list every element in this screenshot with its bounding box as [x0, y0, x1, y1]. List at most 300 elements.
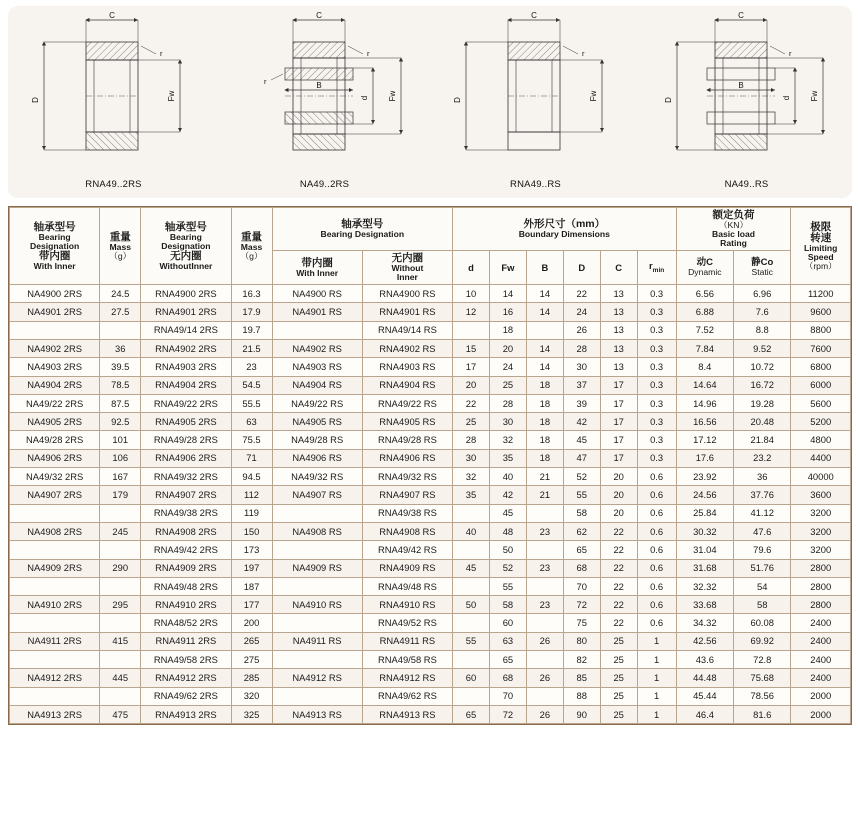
- cell-dynamic: 7.84: [676, 340, 733, 358]
- cell-designation-without-inner: RNA4900 2RS: [141, 285, 231, 303]
- cell-designation-without-inner: RNA49/58 2RS: [141, 651, 231, 669]
- cell-b: 18: [526, 449, 563, 467]
- table-row: [10, 596, 851, 614]
- cell-rs-with-inner: NA4913 RS: [272, 705, 362, 723]
- cell-mass-with-inner: 101: [100, 431, 141, 449]
- cell-rs-with-inner: NA4904 RS: [272, 376, 362, 394]
- diagram-rna49-2rs: [8, 6, 219, 198]
- cell-dynamic: 7.52: [676, 321, 733, 339]
- cell-designation-with-inner: [10, 651, 100, 669]
- cell-rs-with-inner: [272, 504, 362, 522]
- cell-static: 19.28: [734, 394, 791, 412]
- cell-rs-without-inner: RNA4913 RS: [362, 705, 452, 723]
- table-row: [10, 577, 851, 595]
- cell-designation-with-inner: [10, 614, 100, 632]
- cell-mass-with-inner: 87.5: [100, 394, 141, 412]
- table-row: [10, 431, 851, 449]
- cell-fw: 18: [489, 321, 526, 339]
- cell-b: 21: [526, 486, 563, 504]
- cell-c: 13: [600, 285, 637, 303]
- cell-mass-without-inner: 197: [231, 559, 272, 577]
- cell-dynamic: 6.56: [676, 285, 733, 303]
- cell-mass-without-inner: 16.3: [231, 285, 272, 303]
- cell-dynamic: 34.32: [676, 614, 733, 632]
- cell-d: 25: [453, 413, 490, 431]
- header-dim-rmin: $r_{min}$: [637, 251, 676, 285]
- cell-rs-without-inner: RNA4901 RS: [362, 303, 452, 321]
- cell-fw: 72: [489, 705, 526, 723]
- cell-d: [453, 687, 490, 705]
- cell-designation-with-inner: [10, 577, 100, 595]
- cell-rs-without-inner: RNA4908 RS: [362, 522, 452, 540]
- cell-d: 32: [453, 468, 490, 486]
- cell-rs-without-inner: RNA49/52 RS: [362, 614, 452, 632]
- table-row: [10, 468, 851, 486]
- cell-dynamic: 44.48: [676, 669, 733, 687]
- cell-rmin: 0.3: [637, 449, 676, 467]
- cell-D: 55: [563, 486, 600, 504]
- cell-rmin: 0.6: [637, 468, 676, 486]
- table-row: [10, 486, 851, 504]
- cell-speed: 4400: [791, 449, 851, 467]
- cell-D: 80: [563, 632, 600, 650]
- cell-designation-with-inner: NA4908 2RS: [10, 522, 100, 540]
- diagram-na49-2rs: [219, 6, 430, 198]
- cell-rs-with-inner: NA4910 RS: [272, 596, 362, 614]
- svg-text:r: r: [789, 49, 792, 58]
- cell-d: 22: [453, 394, 490, 412]
- cell-rs-with-inner: [272, 577, 362, 595]
- cell-D: 75: [563, 614, 600, 632]
- cell-rs-with-inner: NA4909 RS: [272, 559, 362, 577]
- cell-dynamic: 33.68: [676, 596, 733, 614]
- cell-designation-without-inner: RNA4908 2RS: [141, 522, 231, 540]
- cell-dynamic: 17.6: [676, 449, 733, 467]
- cell-rs-with-inner: [272, 541, 362, 559]
- cell-mass-without-inner: 200: [231, 614, 272, 632]
- cell-d: 28: [453, 431, 490, 449]
- header-dim-d: d: [453, 251, 490, 285]
- cell-designation-with-inner: [10, 687, 100, 705]
- table-row: [10, 705, 851, 723]
- svg-text:C: C: [738, 12, 744, 20]
- cell-speed: 5200: [791, 413, 851, 431]
- cell-b: [526, 614, 563, 632]
- cell-dynamic: 42.56: [676, 632, 733, 650]
- cell-speed: 2800: [791, 559, 851, 577]
- svg-text:d: d: [782, 95, 791, 101]
- header-basic-load-rating: 额定负荷 （KN） Basic load Rating: [676, 208, 791, 251]
- cell-designation-with-inner: NA4900 2RS: [10, 285, 100, 303]
- cell-static: 79.6: [734, 541, 791, 559]
- cell-designation-without-inner: RNA4903 2RS: [141, 358, 231, 376]
- cell-designation-without-inner: RNA4909 2RS: [141, 559, 231, 577]
- cell-speed: 5600: [791, 394, 851, 412]
- bearing-drawing-3: [430, 12, 645, 174]
- cell-b: 18: [526, 431, 563, 449]
- cell-fw: 58: [489, 596, 526, 614]
- cell-static: 8.8: [734, 321, 791, 339]
- cell-b: 23: [526, 522, 563, 540]
- cell-rs-with-inner: NA49/28 RS: [272, 431, 362, 449]
- cell-fw: 65: [489, 651, 526, 669]
- cell-designation-without-inner: RNA4911 2RS: [141, 632, 231, 650]
- cell-rs-without-inner: RNA49/32 RS: [362, 468, 452, 486]
- cell-fw: 52: [489, 559, 526, 577]
- specification-table: [9, 207, 851, 724]
- cell-rs-without-inner: RNA4912 RS: [362, 669, 452, 687]
- header-designation-with-inner: 轴承型号 Bearing Designation 带内圈 With Inner: [10, 208, 100, 285]
- cell-static: 47.6: [734, 522, 791, 540]
- cell-rmin: 1: [637, 705, 676, 723]
- cell-c: 22: [600, 596, 637, 614]
- cell-mass-with-inner: 295: [100, 596, 141, 614]
- cell-static: 23.2: [734, 449, 791, 467]
- cell-speed: 3200: [791, 541, 851, 559]
- cell-D: 30: [563, 358, 600, 376]
- diagram-rna49-rs: [430, 6, 641, 198]
- cell-rmin: 0.3: [637, 321, 676, 339]
- cell-designation-with-inner: NA4911 2RS: [10, 632, 100, 650]
- cell-mass-with-inner: [100, 614, 141, 632]
- table-row: [10, 522, 851, 540]
- cell-static: 69.92: [734, 632, 791, 650]
- cell-rs-with-inner: NA4902 RS: [272, 340, 362, 358]
- cell-designation-without-inner: RNA4913 2RS: [141, 705, 231, 723]
- cell-mass-with-inner: [100, 577, 141, 595]
- cell-rs-without-inner: RNA49/58 RS: [362, 651, 452, 669]
- cell-fw: 55: [489, 577, 526, 595]
- cell-b: [526, 321, 563, 339]
- cell-b: 18: [526, 376, 563, 394]
- cell-rs-with-inner: NA4911 RS: [272, 632, 362, 650]
- cell-mass-without-inner: 63: [231, 413, 272, 431]
- cell-c: 17: [600, 449, 637, 467]
- cell-rs-with-inner: [272, 651, 362, 669]
- cell-dynamic: 30.32: [676, 522, 733, 540]
- cell-static: 60.08: [734, 614, 791, 632]
- cell-designation-without-inner: RNA4905 2RS: [141, 413, 231, 431]
- cell-c: 22: [600, 577, 637, 595]
- cell-b: [526, 504, 563, 522]
- cell-speed: 6000: [791, 376, 851, 394]
- cell-mass-with-inner: 27.5: [100, 303, 141, 321]
- cell-fw: 14: [489, 285, 526, 303]
- cell-c: 13: [600, 303, 637, 321]
- cell-rs-without-inner: RNA49/42 RS: [362, 541, 452, 559]
- cell-d: 30: [453, 449, 490, 467]
- cell-rs-without-inner: RNA4909 RS: [362, 559, 452, 577]
- cell-c: 13: [600, 321, 637, 339]
- table-row: [10, 413, 851, 431]
- cell-D: 37: [563, 376, 600, 394]
- cell-fw: 28: [489, 394, 526, 412]
- cell-mass-with-inner: 92.5: [100, 413, 141, 431]
- cell-mass-with-inner: 475: [100, 705, 141, 723]
- cell-dynamic: 43.6: [676, 651, 733, 669]
- cell-static: 16.72: [734, 376, 791, 394]
- cell-speed: 2400: [791, 614, 851, 632]
- specification-table-wrapper: [8, 206, 852, 725]
- cell-rmin: 0.3: [637, 431, 676, 449]
- cell-rs-without-inner: RNA4900 RS: [362, 285, 452, 303]
- table-row: [10, 285, 851, 303]
- cell-rs-with-inner: NA4901 RS: [272, 303, 362, 321]
- cell-rs-without-inner: RNA4902 RS: [362, 340, 452, 358]
- bearing-drawing-1: [8, 12, 223, 174]
- cell-D: 47: [563, 449, 600, 467]
- cell-mass-with-inner: [100, 321, 141, 339]
- cell-D: 45: [563, 431, 600, 449]
- cell-rmin: 0.3: [637, 285, 676, 303]
- cell-b: 14: [526, 340, 563, 358]
- cell-designation-without-inner: RNA49/42 2RS: [141, 541, 231, 559]
- cell-dynamic: 23.92: [676, 468, 733, 486]
- cell-speed: 7600: [791, 340, 851, 358]
- cell-rmin: 0.3: [637, 394, 676, 412]
- cell-d: [453, 614, 490, 632]
- cell-mass-with-inner: [100, 687, 141, 705]
- table-row: [10, 376, 851, 394]
- cell-b: 18: [526, 413, 563, 431]
- cell-fw: 42: [489, 486, 526, 504]
- cell-designation-with-inner: NA4905 2RS: [10, 413, 100, 431]
- svg-text:r: r: [582, 49, 585, 58]
- cell-rs-without-inner: RNA4911 RS: [362, 632, 452, 650]
- cell-designation-with-inner: [10, 321, 100, 339]
- header-rs-without-inner: 无内圈 Without Inner: [362, 251, 452, 285]
- cell-designation-without-inner: RNA49/14 2RS: [141, 321, 231, 339]
- cell-speed: 4800: [791, 431, 851, 449]
- cell-designation-with-inner: NA49/22 2RS: [10, 394, 100, 412]
- svg-text:B: B: [738, 81, 744, 90]
- svg-text:Fw: Fw: [388, 90, 397, 102]
- cell-static: 54: [734, 577, 791, 595]
- cell-mass-with-inner: 245: [100, 522, 141, 540]
- cell-c: 22: [600, 559, 637, 577]
- cell-mass-without-inner: 119: [231, 504, 272, 522]
- cell-d: 65: [453, 705, 490, 723]
- cell-D: 22: [563, 285, 600, 303]
- cell-rs-with-inner: NA4908 RS: [272, 522, 362, 540]
- cell-speed: 2000: [791, 705, 851, 723]
- cell-static: 81.6: [734, 705, 791, 723]
- cell-mass-without-inner: 19.7: [231, 321, 272, 339]
- cell-rs-with-inner: NA4900 RS: [272, 285, 362, 303]
- cell-rs-without-inner: RNA49/22 RS: [362, 394, 452, 412]
- cell-mass-without-inner: 71: [231, 449, 272, 467]
- cell-designation-with-inner: NA4906 2RS: [10, 449, 100, 467]
- cell-designation-with-inner: NA4912 2RS: [10, 669, 100, 687]
- cell-c: 17: [600, 376, 637, 394]
- cell-d: [453, 504, 490, 522]
- bearing-drawing-2: [219, 12, 434, 174]
- cell-d: [453, 577, 490, 595]
- header-limiting-speed: 极限 转速 Limiting Speed （rpm）: [791, 208, 851, 285]
- cell-static: 51.76: [734, 559, 791, 577]
- cell-mass-without-inner: 55.5: [231, 394, 272, 412]
- cell-dynamic: 32.32: [676, 577, 733, 595]
- cell-designation-with-inner: NA49/32 2RS: [10, 468, 100, 486]
- cell-rmin: 0.3: [637, 358, 676, 376]
- cell-rs-without-inner: RNA49/38 RS: [362, 504, 452, 522]
- svg-text:C: C: [316, 12, 322, 20]
- cell-designation-without-inner: RNA4912 2RS: [141, 669, 231, 687]
- cell-mass-without-inner: 325: [231, 705, 272, 723]
- cell-rmin: 0.3: [637, 303, 676, 321]
- header-boundary-dimensions: 外形尺寸（mm） Boundary Dimensions: [453, 208, 677, 251]
- cell-c: 20: [600, 468, 637, 486]
- cell-dynamic: 46.4: [676, 705, 733, 723]
- cell-c: 25: [600, 687, 637, 705]
- cell-d: 12: [453, 303, 490, 321]
- cell-designation-with-inner: NA4903 2RS: [10, 358, 100, 376]
- cell-c: 25: [600, 705, 637, 723]
- cell-d: 50: [453, 596, 490, 614]
- table-row: [10, 669, 851, 687]
- cell-designation-with-inner: NA4910 2RS: [10, 596, 100, 614]
- cell-static: 78.56: [734, 687, 791, 705]
- header-mass-without-inner: 重量 Mass （g）: [231, 208, 272, 285]
- svg-text:Fw: Fw: [167, 90, 176, 102]
- cell-static: 10.72: [734, 358, 791, 376]
- cell-rmin: 0.6: [637, 614, 676, 632]
- cell-b: 21: [526, 468, 563, 486]
- cell-mass-with-inner: 78.5: [100, 376, 141, 394]
- cell-speed: 2800: [791, 596, 851, 614]
- cell-rs-without-inner: RNA49/48 RS: [362, 577, 452, 595]
- svg-text:r: r: [160, 49, 163, 58]
- table-row: [10, 687, 851, 705]
- cell-b: 23: [526, 596, 563, 614]
- header-dim-fw: Fw: [489, 251, 526, 285]
- cell-rmin: 1: [637, 669, 676, 687]
- cell-rs-with-inner: NA4912 RS: [272, 669, 362, 687]
- diagram-caption-3: RNA49..RS: [510, 179, 561, 190]
- cell-speed: 8800: [791, 321, 851, 339]
- cell-static: 21.84: [734, 431, 791, 449]
- cell-fw: 60: [489, 614, 526, 632]
- cell-static: 7.6: [734, 303, 791, 321]
- cell-b: [526, 577, 563, 595]
- cell-b: 18: [526, 394, 563, 412]
- header-dim-c: C: [600, 251, 637, 285]
- cell-rs-with-inner: NA4907 RS: [272, 486, 362, 504]
- svg-text:C: C: [109, 12, 115, 20]
- cell-designation-with-inner: NA49/28 2RS: [10, 431, 100, 449]
- table-row: [10, 340, 851, 358]
- cell-D: 70: [563, 577, 600, 595]
- cell-D: 28: [563, 340, 600, 358]
- cell-rs-without-inner: RNA4904 RS: [362, 376, 452, 394]
- cell-D: 65: [563, 541, 600, 559]
- cell-fw: 68: [489, 669, 526, 687]
- cell-d: 45: [453, 559, 490, 577]
- cell-fw: 24: [489, 358, 526, 376]
- cell-fw: 70: [489, 687, 526, 705]
- cell-mass-with-inner: 179: [100, 486, 141, 504]
- cell-D: 26: [563, 321, 600, 339]
- header-dynamic-load: 动C Dynamic: [676, 251, 733, 285]
- cell-b: 23: [526, 559, 563, 577]
- cell-fw: 48: [489, 522, 526, 540]
- cell-rmin: 0.6: [637, 522, 676, 540]
- cell-designation-with-inner: NA4901 2RS: [10, 303, 100, 321]
- cell-d: 40: [453, 522, 490, 540]
- cell-dynamic: 16.56: [676, 413, 733, 431]
- cell-speed: 2400: [791, 651, 851, 669]
- cell-mass-without-inner: 275: [231, 651, 272, 669]
- cell-designation-with-inner: [10, 504, 100, 522]
- cell-static: 75.68: [734, 669, 791, 687]
- table-row: [10, 614, 851, 632]
- cell-rs-with-inner: NA4906 RS: [272, 449, 362, 467]
- cell-rmin: 0.6: [637, 541, 676, 559]
- bearing-drawing-4: [641, 12, 856, 174]
- svg-text:r: r: [367, 49, 370, 58]
- cell-dynamic: 31.68: [676, 559, 733, 577]
- svg-text:C: C: [531, 12, 537, 20]
- cell-c: 13: [600, 358, 637, 376]
- cell-rmin: 0.3: [637, 413, 676, 431]
- cell-designation-with-inner: NA4904 2RS: [10, 376, 100, 394]
- cell-rs-without-inner: RNA49/14 RS: [362, 321, 452, 339]
- cell-fw: 16: [489, 303, 526, 321]
- table-row: [10, 394, 851, 412]
- svg-text:D: D: [31, 97, 40, 103]
- cell-dynamic: 45.44: [676, 687, 733, 705]
- cell-rmin: 1: [637, 687, 676, 705]
- cell-mass-without-inner: 187: [231, 577, 272, 595]
- cell-b: [526, 687, 563, 705]
- cell-D: 72: [563, 596, 600, 614]
- cell-mass-without-inner: 173: [231, 541, 272, 559]
- cell-static: 72.8: [734, 651, 791, 669]
- cell-D: 42: [563, 413, 600, 431]
- cell-b: [526, 651, 563, 669]
- cell-rs-with-inner: NA4903 RS: [272, 358, 362, 376]
- header-dim-b: B: [526, 251, 563, 285]
- cell-c: 20: [600, 504, 637, 522]
- header-rs-designation-group: 轴承型号 Bearing Designation: [272, 208, 453, 251]
- cell-designation-without-inner: RNA4906 2RS: [141, 449, 231, 467]
- cell-static: 41.12: [734, 504, 791, 522]
- header-dim-D: D: [563, 251, 600, 285]
- cell-D: 85: [563, 669, 600, 687]
- cell-c: 25: [600, 651, 637, 669]
- cell-D: 24: [563, 303, 600, 321]
- cell-designation-with-inner: NA4902 2RS: [10, 340, 100, 358]
- cell-designation-without-inner: RNA49/22 2RS: [141, 394, 231, 412]
- table-row: [10, 321, 851, 339]
- cell-D: 68: [563, 559, 600, 577]
- cell-fw: 30: [489, 413, 526, 431]
- cell-designation-without-inner: RNA4904 2RS: [141, 376, 231, 394]
- cell-rs-without-inner: RNA49/62 RS: [362, 687, 452, 705]
- cell-c: 25: [600, 669, 637, 687]
- cell-d: 17: [453, 358, 490, 376]
- svg-text:d: d: [360, 95, 369, 101]
- cell-dynamic: 31.04: [676, 541, 733, 559]
- cell-rs-without-inner: RNA4905 RS: [362, 413, 452, 431]
- cell-c: 22: [600, 522, 637, 540]
- cell-D: 52: [563, 468, 600, 486]
- diagram-caption-1: RNA49..2RS: [85, 179, 142, 190]
- cell-D: 58: [563, 504, 600, 522]
- cell-d: 15: [453, 340, 490, 358]
- cell-rmin: 0.6: [637, 504, 676, 522]
- cell-dynamic: 25.84: [676, 504, 733, 522]
